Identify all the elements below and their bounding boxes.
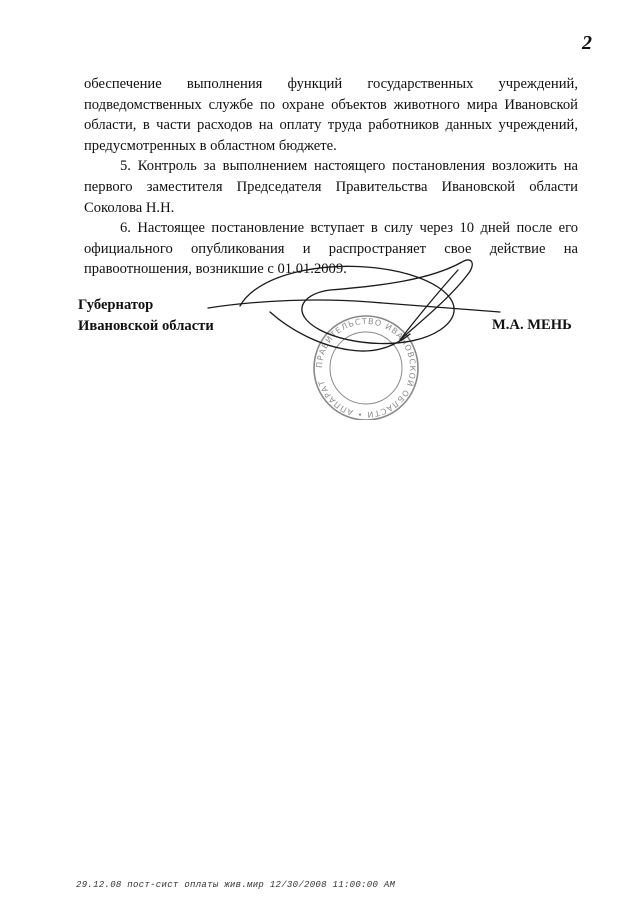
paragraph-item-6: 6. Настоящее постановление вступает в силу через 10 дней после его официального опубликования и распространяет свое действие на правоотношения, возникшие с 01.01.2009. xyxy=(84,220,578,278)
official-seal-icon xyxy=(314,316,418,420)
handwritten-signature-icon xyxy=(208,260,500,351)
page-number: 2 xyxy=(582,32,592,54)
footer-file-info: 29.12.08 пост-сист оплаты жив.мир 12/30/2008 11:00:00 AM xyxy=(76,880,396,890)
signer-title xyxy=(78,295,214,336)
signer-position: Губернатор xyxy=(78,297,154,313)
seal-ring-text: ПРАВИТЕЛЬСТВО ИВАНОВСКОЙ ОБЛАСТИ • АППАРАТ xyxy=(314,316,418,420)
signer-name: М.А. МЕНЬ xyxy=(492,317,572,333)
paragraph-item-5: 5. Контроль за выполнением настоящего постановления возложить на первого заместителя Председателя Правительства Ивановской области Соколова Н.Н. xyxy=(84,158,578,216)
signer-region: Ивановской области xyxy=(78,317,214,334)
paragraph-continuation: обеспечение выполнения функций государственных учреждений, подведомственных службе по охране объектов животного мира Ивановской области, в части расходов на оплату труда работников данных учреждений, предусмотренных в областном бюджете. xyxy=(84,76,578,154)
seal-and-signature xyxy=(200,250,520,420)
